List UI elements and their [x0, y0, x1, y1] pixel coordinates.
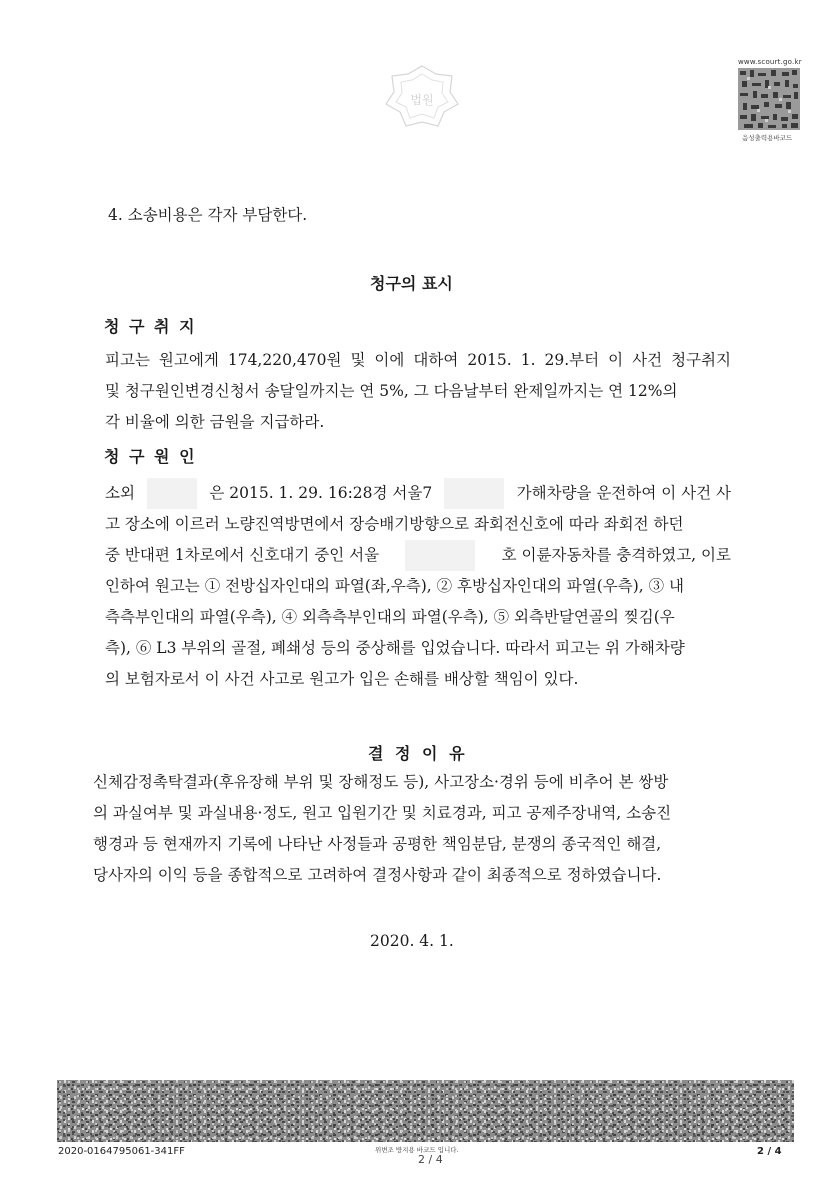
text-line	[93, 767, 731, 798]
document-id: 2020-0164795061-341FF	[58, 1146, 185, 1157]
text-line	[105, 571, 731, 602]
line-text: 호 이륜자동차를 충격하였고, 이로	[501, 546, 731, 564]
redacted-plate	[444, 478, 504, 509]
line-text: 가해차량을 운전하여 이 사건 사	[516, 484, 731, 502]
line-text: 소외	[105, 484, 135, 502]
barcode-label: 음성출력용바코드	[742, 134, 793, 142]
seal-icon	[380, 62, 464, 132]
court-url: www.scourt.go.kr	[738, 58, 802, 66]
decision-item-4: 4. 소송비용은 각자 부담한다.	[108, 206, 308, 224]
claim-purpose-heading: 청 구 취 지	[104, 317, 197, 336]
text-line	[105, 540, 731, 571]
line-text: 고 장소에 이르러 노량진역방면에서 장승배기방향으로 좌회전신호에 따라 좌회전 하던	[105, 515, 684, 533]
text-line	[105, 407, 731, 438]
page-number-center: 2 / 4	[418, 1153, 443, 1166]
anti-forgery-note: 위변조 방지용 바코드 입니다.	[375, 1146, 459, 1154]
text-line	[93, 829, 731, 860]
text-line	[93, 798, 731, 829]
line-text: 당사자의 이익 등을 종합적으로 고려하여 결정사항과 같이 최종적으로 정하였습니다.	[93, 866, 662, 884]
line-text: 중 반대편 1차로에서 신호대기 중인 서울	[105, 546, 380, 564]
svg-text:법원: 법원	[410, 93, 434, 107]
claim-cause-heading: 청 구 원 인	[104, 447, 197, 466]
text-line	[105, 345, 731, 376]
decision-reason-body	[93, 767, 731, 891]
line-text: 인하여 원고는 ① 전방십자인대의 파열(좌,우측), ② 후방십자인대의 파열(우측), ③ 내	[105, 577, 685, 595]
decision-reason-heading: 결 정 이 유	[368, 744, 468, 763]
text-line	[93, 860, 731, 891]
redacted-name	[147, 478, 197, 509]
text-line	[105, 602, 731, 633]
text-line	[105, 478, 731, 509]
text-line	[105, 633, 731, 664]
line-text: 의 과실여부 및 과실내용·정도, 원고 입원기간 및 치료경과, 피고 공제주장내역, 소송진	[93, 804, 672, 822]
line-text: 측측부인대의 파열(우측), ④ 외측측부인대의 파열(우측), ⑤ 외측반달연골의 찢김(우	[105, 608, 675, 626]
anti-forgery-barcode	[57, 1080, 794, 1142]
decision-date: 2020. 4. 1.	[370, 932, 454, 950]
court-seal-watermark	[380, 62, 464, 132]
page-number-right: 2 / 4	[757, 1146, 782, 1157]
line-text: 은 2015. 1. 29. 16:28경 서울7	[209, 484, 433, 502]
claim-purpose-body	[105, 345, 731, 438]
line-text: 행경과 등 현재까지 기록에 나타난 사정들과 공평한 책임분담, 분쟁의 종국적인 해결,	[93, 835, 662, 853]
line-text: 피고는 원고에게 174,220,470원 및 이에 대하여 2015. 1. 29.부터 이 사건 청구취지	[105, 351, 731, 369]
line-text: 및 청구원인변경신청서 송달일까지는 연 5%, 그 다음날부터 완제일까지는 연 12%의	[105, 382, 678, 400]
voice-output-barcode	[738, 68, 800, 130]
claim-cause-body	[105, 478, 731, 695]
line-text: 신체감정촉탁결과(후유장해 부위 및 장해정도 등), 사고장소·경위 등에 비추어 본 쌍방	[93, 773, 669, 791]
text-line	[105, 509, 731, 540]
text-line	[105, 664, 731, 695]
claim-section-title: 청구의 표시	[370, 274, 453, 293]
line-text: 각 비율에 의한 금원을 지급하라.	[105, 413, 325, 431]
line-text: 의 보험자로서 이 사건 사고로 원고가 입은 손해를 배상할 책임이 있다.	[105, 670, 579, 688]
line-text: 측), ⑥ L3 부위의 골절, 폐쇄성 등의 중상해를 입었습니다. 따라서 피고는 위 가해차량	[105, 639, 685, 657]
text-line	[105, 376, 731, 407]
redacted-plate	[405, 540, 475, 571]
